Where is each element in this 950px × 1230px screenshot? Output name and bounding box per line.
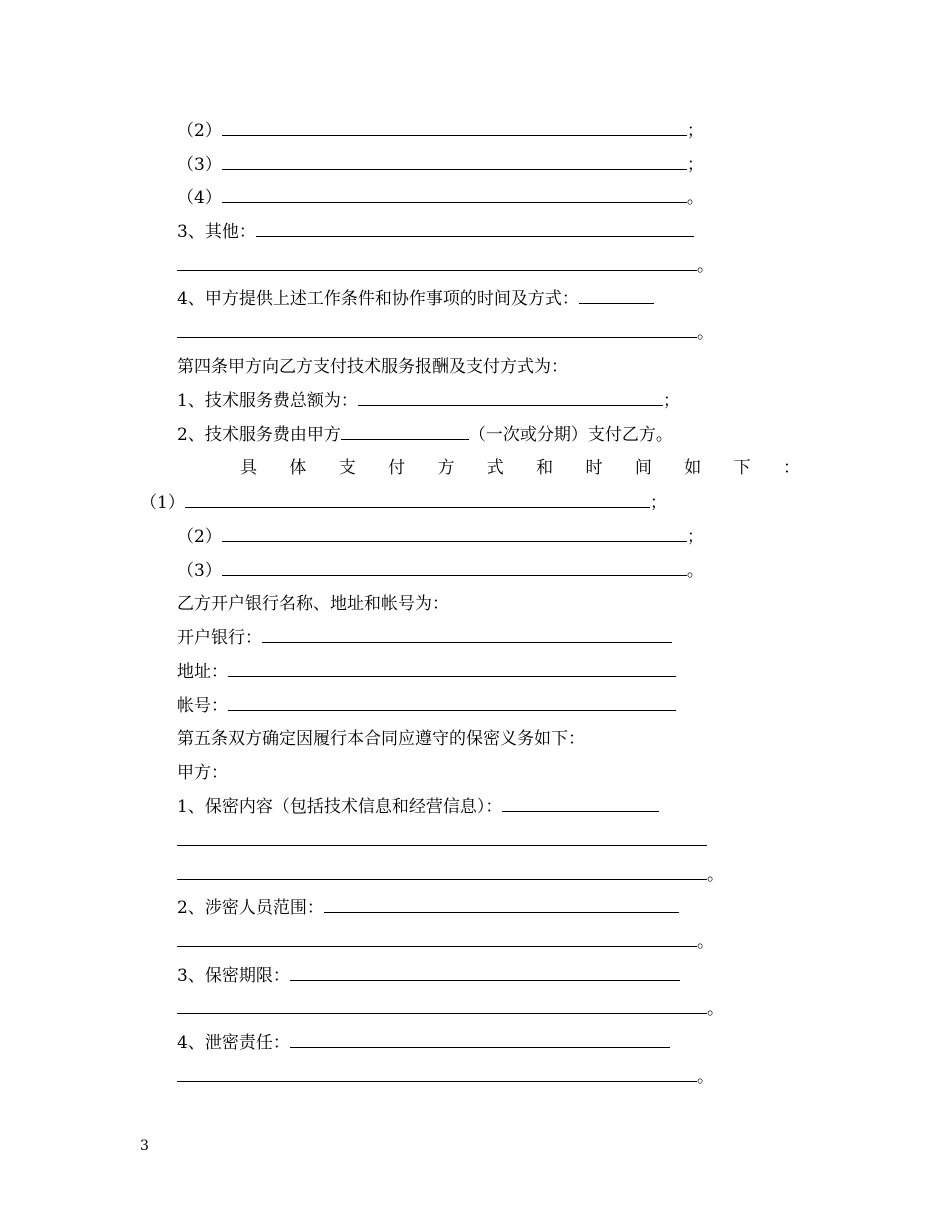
blank-field[interactable] bbox=[228, 697, 676, 711]
article-4-heading bbox=[177, 357, 568, 377]
blank-field[interactable] bbox=[256, 223, 694, 237]
char: ： bbox=[782, 458, 800, 478]
other-continuation bbox=[177, 256, 714, 276]
line-suffix: 。 bbox=[697, 1067, 714, 1087]
line-prefix: 4、甲方提供上述工作条件和协作事项的时间及方式： bbox=[177, 289, 579, 309]
blank-field[interactable] bbox=[177, 866, 707, 880]
char: 下 bbox=[733, 458, 751, 478]
payment-item-2 bbox=[177, 527, 704, 547]
blank-field[interactable] bbox=[228, 663, 676, 677]
line-prefix: 4、泄密责任： bbox=[177, 1033, 290, 1053]
article-5-heading bbox=[177, 729, 585, 749]
char: 如 bbox=[684, 458, 702, 478]
char: 式 bbox=[486, 458, 504, 478]
line-suffix: 。 bbox=[697, 932, 714, 952]
line-prefix: 1、技术服务费总额为： bbox=[177, 391, 358, 411]
blank-field[interactable] bbox=[177, 933, 697, 947]
secret-content-continuation-1 bbox=[177, 831, 707, 851]
char: 时 bbox=[585, 458, 603, 478]
line-suffix: 。 bbox=[697, 323, 714, 343]
line-suffix: （一次或分期）支付乙方。 bbox=[468, 425, 673, 445]
line-prefix: （3） bbox=[177, 155, 222, 175]
line-suffix: 。 bbox=[697, 256, 714, 276]
char: 具 bbox=[240, 458, 257, 478]
blank-field[interactable] bbox=[177, 324, 697, 338]
line-suffix: ； bbox=[662, 391, 680, 411]
line-prefix: 3、其他： bbox=[177, 222, 256, 242]
blank-field[interactable] bbox=[222, 528, 687, 542]
line-prefix: 2、技术服务费由甲方 bbox=[177, 425, 341, 445]
time-method-line bbox=[177, 289, 654, 309]
blank-field[interactable] bbox=[177, 257, 697, 271]
char: 付 bbox=[388, 458, 406, 478]
line-prefix: 地址： bbox=[177, 662, 228, 682]
line-prefix: 1、保密内容（包括技术信息和经营信息）： bbox=[177, 797, 503, 817]
secret-content-line bbox=[177, 797, 659, 817]
char: 体 bbox=[289, 458, 307, 478]
line-suffix: ； bbox=[649, 493, 667, 513]
line-prefix: 开户银行： bbox=[177, 628, 262, 648]
secret-content-continuation-2 bbox=[177, 865, 724, 885]
line-prefix: （1） bbox=[140, 493, 185, 513]
blank-field[interactable] bbox=[185, 494, 650, 508]
account-line bbox=[177, 696, 676, 716]
item-3 bbox=[177, 155, 704, 175]
char: 方 bbox=[437, 458, 455, 478]
payment-item-1 bbox=[140, 493, 667, 513]
char: 和 bbox=[536, 458, 554, 478]
blank-field[interactable] bbox=[262, 629, 672, 643]
personnel-scope-continuation bbox=[177, 932, 714, 952]
time-method-continuation bbox=[177, 323, 714, 343]
personnel-scope-line bbox=[177, 898, 679, 918]
blank-field[interactable] bbox=[358, 392, 663, 406]
line-suffix: 。 bbox=[686, 188, 704, 208]
blank-field[interactable] bbox=[290, 1034, 670, 1048]
line-suffix: 。 bbox=[707, 999, 724, 1019]
line-suffix: ； bbox=[686, 121, 704, 141]
blank-field[interactable] bbox=[290, 967, 680, 981]
blank-field[interactable] bbox=[502, 798, 659, 812]
line-prefix: （3） bbox=[177, 561, 222, 581]
line-prefix: （2） bbox=[177, 121, 222, 141]
blank-field[interactable] bbox=[222, 189, 687, 203]
blank-field[interactable] bbox=[177, 832, 707, 846]
blank-field[interactable] bbox=[341, 426, 469, 440]
other-line bbox=[177, 222, 694, 242]
blank-field[interactable] bbox=[324, 899, 679, 913]
line-suffix: 。 bbox=[707, 865, 724, 885]
line-prefix: 第四条甲方向乙方支付技术服务报酬及支付方式为： bbox=[177, 357, 568, 377]
char: 支 bbox=[338, 458, 356, 478]
blank-field[interactable] bbox=[222, 562, 687, 576]
blank-field[interactable] bbox=[177, 1068, 697, 1082]
secrecy-period-line bbox=[177, 966, 680, 986]
line-prefix: 甲方： bbox=[177, 763, 228, 783]
blank-field[interactable] bbox=[579, 290, 654, 304]
line-prefix: 2、涉密人员范围： bbox=[177, 898, 324, 918]
line-prefix: 第五条双方确定因履行本合同应遵守的保密义务如下： bbox=[177, 729, 585, 749]
bank-heading bbox=[177, 594, 449, 614]
bank-name-line bbox=[177, 628, 672, 648]
blank-field[interactable] bbox=[177, 1000, 707, 1014]
blank-field[interactable] bbox=[222, 156, 687, 170]
leak-liability-continuation bbox=[177, 1067, 714, 1087]
line-suffix: 。 bbox=[686, 561, 704, 581]
line-prefix: （2） bbox=[177, 527, 222, 547]
blank-field[interactable] bbox=[222, 122, 687, 136]
secrecy-period-continuation bbox=[177, 999, 724, 1019]
fee-payment-line bbox=[177, 425, 673, 445]
char: 间 bbox=[634, 458, 652, 478]
line-suffix: ； bbox=[686, 155, 704, 175]
line-prefix: 帐号： bbox=[177, 696, 228, 716]
party-a-label bbox=[177, 763, 228, 783]
line-suffix: ； bbox=[686, 527, 704, 547]
address-line bbox=[177, 662, 676, 682]
item-4 bbox=[177, 188, 704, 208]
payment-item-3 bbox=[177, 561, 704, 581]
fee-total-line bbox=[177, 391, 680, 411]
payment-detail-heading bbox=[240, 458, 800, 478]
leak-liability-line bbox=[177, 1033, 670, 1053]
line-prefix: 乙方开户银行名称、地址和帐号为： bbox=[177, 594, 449, 614]
line-prefix: 3、保密期限： bbox=[177, 966, 290, 986]
page-number: 3 bbox=[140, 1138, 149, 1154]
line-prefix: （4） bbox=[177, 188, 222, 208]
item-2 bbox=[177, 121, 704, 141]
